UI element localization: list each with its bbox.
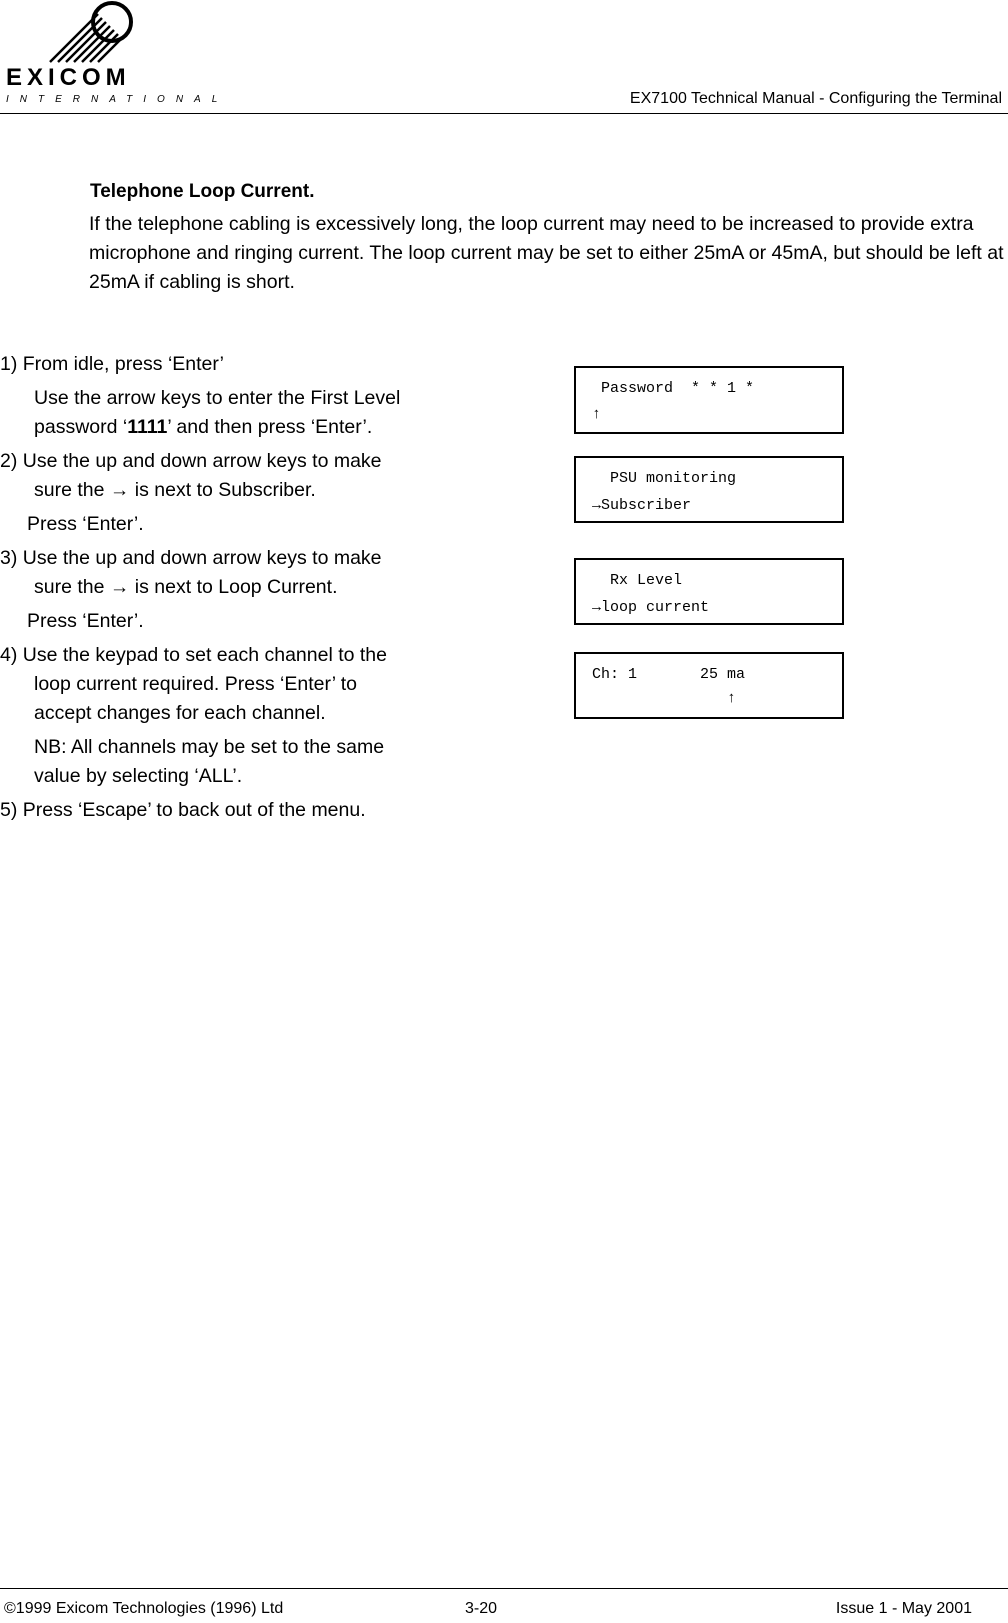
step-3-heading: 3) Use the up and down arrow keys to make xyxy=(0,547,382,569)
step-2-heading: 2) Use the up and down arrow keys to make xyxy=(0,450,382,472)
lcd-line-1: Ch: 1 25 ma xyxy=(592,666,746,683)
step-1-detail-pre: Use the arrow keys to enter the First Level password ‘ xyxy=(34,387,401,438)
lcd-line-2: →Subscriber xyxy=(592,497,692,514)
step-2-press: Press ‘Enter’. xyxy=(27,513,144,535)
footer-divider xyxy=(0,1588,1008,1589)
lcd-display-channel-setting xyxy=(574,652,844,719)
step-5: 5) Press ‘Escape’ to back out of the menu. xyxy=(0,799,366,821)
password-value: 1111 xyxy=(127,416,168,438)
exicom-logo xyxy=(2,0,229,110)
header-title: EX7100 Technical Manual - Configuring the Terminal xyxy=(629,90,1002,107)
step-4-heading: 4) Use the keypad to set each channel to the xyxy=(0,644,388,666)
logo-wordmark: EXICOM xyxy=(6,64,131,91)
step-4-note-1: NB: All channels may be set to the same xyxy=(34,736,385,758)
footer-page-number: 3-20 xyxy=(465,1600,498,1617)
logo-subtitle: INTERNATIONAL xyxy=(6,94,229,105)
lcd-line-2: →loop current xyxy=(592,599,710,616)
lcd-line-1: Rx Level xyxy=(592,572,683,589)
step-1-heading: 1) From idle, press ‘Enter’ xyxy=(0,353,224,375)
step-2-detail: sure the → is next to Subscriber. xyxy=(34,479,316,501)
lcd-line-1: Password * * 1 * xyxy=(592,380,755,397)
lcd-line-2: ↑ xyxy=(592,406,602,423)
step-1-detail-post: ’ and then press ‘Enter’. xyxy=(167,416,373,438)
step-4-note-2: value by selecting ‘ALL’. xyxy=(34,765,243,787)
lcd-display-menu-subscriber xyxy=(574,456,844,523)
step-list xyxy=(0,350,480,825)
step-3-press: Press ‘Enter’. xyxy=(27,610,144,632)
footer-issue: Issue 1 - May 2001 xyxy=(835,1600,972,1617)
section-title: Telephone Loop Current. xyxy=(90,181,315,202)
footer-copyright: ©1999 Exicom Technologies (1996) Ltd xyxy=(4,1600,284,1617)
step-3-detail: sure the → is next to Loop Current. xyxy=(34,576,338,598)
header-divider xyxy=(0,113,1008,114)
lcd-display-password xyxy=(574,366,844,434)
step-1-detail xyxy=(0,384,480,442)
lcd-line-2: ↑ xyxy=(592,690,737,707)
lcd-line-1: PSU monitoring xyxy=(592,470,737,487)
lcd-display-menu-loop-current xyxy=(574,558,844,625)
step-4-detail-2: accept changes for each channel. xyxy=(34,702,326,724)
exicom-logo-mark-icon xyxy=(2,0,172,70)
step-4-detail-1: loop current required. Press ‘Enter’ to xyxy=(34,673,357,695)
intro-paragraph: If the telephone cabling is excessively long, the loop current may need to be increased to provide extra microphone and ringing current. The loop current may be set to either 25mA or 45mA, but should be left at 25mA if cabling is short. xyxy=(89,213,1004,293)
